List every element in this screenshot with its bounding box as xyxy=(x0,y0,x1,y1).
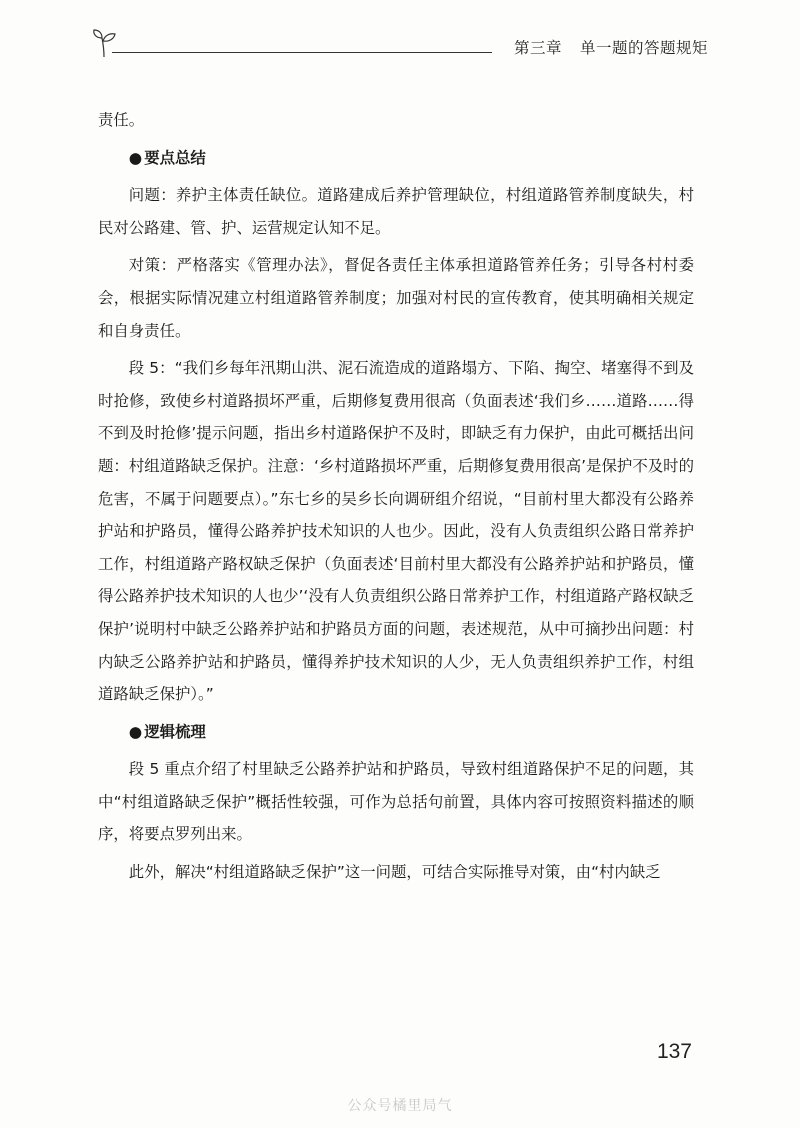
chapter-title: 单一题的答题规矩 xyxy=(579,39,708,57)
section-heading-summary xyxy=(98,142,694,175)
header-rule xyxy=(112,52,492,53)
paragraph-countermeasure: 对策：严格落实《管理办法》，督促各责任主体承担道路管养任务；引导各村村委会，根据实际情况建立村组道路管养制度；加强对村民的宣传教育，使其明确相关规定和自身责任。 xyxy=(98,256,694,340)
bullet-icon: ● xyxy=(128,148,143,167)
section-heading-logic xyxy=(98,716,694,749)
section-heading-text: 逻辑梳理 xyxy=(144,722,206,741)
chapter-number: 第三章 xyxy=(513,39,562,57)
paragraph-logic: 段 5 重点介绍了村里缺乏公路养护站和护路员，导致村组道路保护不足的问题，其中“村组道路缺乏保护”概括性较强，可作为总括句前置，具体内容可按照资料描述的顺序，将要点罗列出来。 xyxy=(98,760,694,844)
page-number: 137 xyxy=(656,1040,692,1063)
paragraph-segment-5: 段 5：“我们乡每年汛期山洪、泥石流造成的道路塌方、下陷、掏空、堵塞得不到及时抢修，致使乡村道路损坏严重，后期修复费用很高（负面表述‘我们乡……道路……得不到及时抢修’提示问题，指出乡村道路保护不及时，即缺乏有力保护，由此可概括出问题：村组道路缺乏保护。注意：‘乡村道路损坏严重，后期修复费用很高’是保护不及时的危害，不属于问题要点）。”东七乡的吴乡长向调研组介绍说，“目前村里大都没有公路养护站和护路员，懂得公路养护技术知识的人也少。因此，没有人负责组织公路日常养护工作，村组道路产路权缺乏保护（负面表述‘目前村里大都没有公路养护站和护路员，懂得公路养护技术知识的人也少’‘没有人负责组织公路日常养护工作，村组道路产路权缺乏保护’说明村中缺乏公路养护站和护路员方面的问题，表述规范，从中可摘抄出问题：村内缺乏公路养护站和护路员，懂得养护技术知识的人少，无人负责组织养护工作，村组道路缺乏保护）。” xyxy=(98,359,694,704)
bullet-icon: ● xyxy=(128,722,143,741)
header-chapter xyxy=(514,36,708,58)
watermark: 公众号橘里局气 xyxy=(347,1098,453,1114)
paragraph-problem: 问题：养护主体责任缺位。道路建成后养护管理缺位，村组道路管养制度缺失，村民对公路建、管、护、运营规定认知不足。 xyxy=(98,186,694,237)
running-header xyxy=(92,28,708,62)
paragraph-continuation: 责任。 xyxy=(98,111,145,129)
body-text xyxy=(98,104,694,894)
sprout-icon xyxy=(92,28,118,58)
paragraph-additional: 此外，解决“村组道路缺乏保护”这一问题，可结合实际推导对策，由“村内缺乏 xyxy=(128,863,661,882)
section-heading-text: 要点总结 xyxy=(144,148,206,167)
